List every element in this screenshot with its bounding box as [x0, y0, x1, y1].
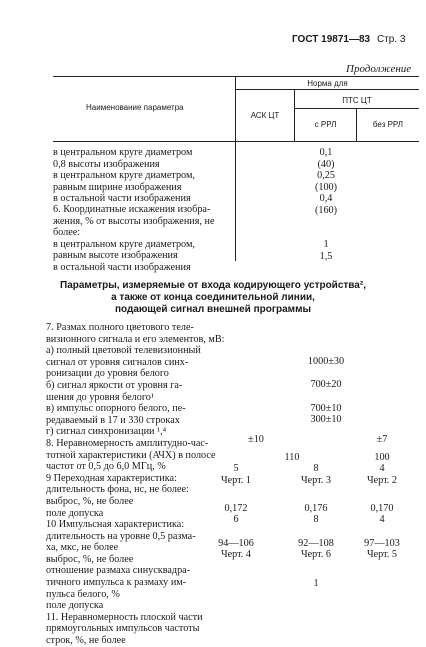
impulse-ratio-with-rrl: 92—108 [298, 538, 334, 549]
header-norm-for: Норма для [307, 79, 348, 88]
text-line: поле допуска [46, 507, 104, 519]
text-line: а) полный цветовой телевизионный [46, 345, 201, 357]
transient-tolerance-without-rrl: Черт. 2 [367, 475, 397, 486]
block2-value-center: 1 [323, 239, 329, 250]
text-line: б) сигнал яркости от уровня га- [46, 379, 183, 391]
impulse-overshoot-without-rrl: 4 [379, 514, 385, 525]
impulse-tolerance-ask: Черт. 4 [221, 549, 251, 560]
block2-value-rest: 1,5 [319, 251, 333, 262]
impulse-overshoot-ask: 6 [233, 514, 239, 525]
text-line: 0,8 высоты изображения [53, 158, 160, 170]
impulse-tolerance-with-rrl: Черт. 6 [301, 549, 331, 560]
flatness-value: 1 [313, 578, 319, 589]
header-without-rrl: без РРЛ [372, 120, 404, 129]
amp-luma: 700±20 [310, 379, 342, 390]
transient-overshoot-with-rrl: 8 [313, 463, 319, 474]
text-line: равным ширине изображения [53, 181, 182, 193]
value: (100) [314, 181, 338, 193]
value: 0,25 [317, 170, 335, 182]
text-line: равным высоте изображения [53, 250, 178, 262]
section-title-2: а также от конца соединительной линии, [111, 292, 315, 303]
text-line: жения, % от высоты изображения, не [53, 215, 215, 227]
impulse-ratio-ask: 94—106 [218, 538, 254, 549]
impulse-duration-without-rrl: 0,170 [370, 503, 394, 514]
text-line: 8. Неравномерность амплитудно-час- [46, 437, 209, 449]
transient-tolerance-with-rrl: Черт. 3 [301, 475, 331, 486]
text-line: отношение размаха синусквадра- [46, 565, 191, 577]
block2-text [53, 204, 214, 274]
text-line: 11. Неравномерность плоской части [46, 611, 203, 623]
header-param-name: Наименование параметра [86, 103, 184, 112]
text-line: шения до уровня белого¹ [46, 391, 154, 403]
text-line: ха, мкс, не более [46, 542, 119, 554]
text-line: г) сигнал синхронизации ¹,⁴ [46, 426, 167, 438]
freq-without-rrl: ±7 [376, 434, 388, 445]
transient-overshoot-ask: 5 [233, 463, 239, 474]
text-line: визионного сигнала и его элементов, мВ: [46, 333, 225, 345]
transient-overshoot-without-rrl: 4 [379, 463, 385, 474]
page-number: Стр. 3 [377, 34, 406, 45]
text-line: сигнал от уровня сигналов синх- [46, 356, 189, 368]
text-line: в) импульс опорного белого, пе- [46, 403, 186, 415]
impulse-duration-ask: 0,172 [224, 503, 248, 514]
text-line: 10 Импульсная характеристика: [46, 519, 185, 531]
header-with-rrl: с РРЛ [314, 120, 337, 129]
transient-duration-without-rrl: 100 [374, 452, 390, 463]
table-header-bottom-rule [53, 141, 419, 142]
text-line: поле допуска [46, 600, 104, 612]
block1-text [53, 147, 195, 205]
pts-rule [295, 108, 419, 109]
value: (40) [317, 158, 335, 170]
text-line: тотной характеристики (АЧХ) в полосе [46, 449, 216, 461]
norm-rule [236, 89, 419, 90]
amp-full-signal: 1000±30 [307, 356, 345, 367]
block3-text [46, 322, 224, 647]
impulse-duration-with-rrl: 0,176 [304, 503, 328, 514]
text-line: прямоугольных импульсов частоты [46, 623, 200, 635]
impulse-ratio-without-rrl: 97—103 [364, 538, 400, 549]
text-line: 9 Переходная характеристика: [46, 472, 177, 484]
text-line: 6. Координатные искажения изобра- [53, 204, 211, 215]
text-line: выброс, %, не более [46, 495, 134, 507]
text-line: в центральном круге диаметром [53, 147, 193, 158]
text-line: длительность фона, нс, не более: [46, 484, 189, 496]
text-line: в остальной части изображения [53, 261, 191, 273]
text-line: в остальной части изображения [53, 193, 191, 205]
text-line: тичного импульса к размаху им- [46, 577, 187, 589]
section-title-1: Параметры, измеряемые от входа кодирующего устройства², [60, 280, 366, 291]
block1-values [296, 147, 356, 217]
continuation-label: Продолжение [346, 63, 412, 75]
header-pts: ПТС ЦТ [342, 96, 372, 105]
text-line: в центральном круге диаметром, [53, 238, 195, 250]
value: 0,1 [319, 147, 333, 158]
text-line: строк, %, не более [46, 635, 126, 647]
text-line: редаваемый в 17 и 330 строках [46, 414, 180, 426]
value: (160) [314, 204, 338, 216]
text-line: длительность на уровне 0,5 разма- [46, 530, 196, 542]
text-line: пульса белого, % [46, 588, 120, 600]
text-line: в центральном круге диаметром, [53, 170, 195, 182]
col-divider-1 [235, 76, 236, 261]
transient-duration-ask-pts: 110 [284, 452, 300, 463]
freq-ask: ±10 [248, 434, 264, 445]
amp-sync: 300±10 [310, 414, 342, 425]
header-ask: АСК ЦТ [250, 111, 280, 120]
section-title-3: подающей сигнал внешней программы [114, 304, 312, 315]
text-line: 7. Размах полного цветового теле- [46, 322, 194, 333]
text-line: более: [53, 227, 81, 239]
table-top-rule [53, 76, 419, 77]
text-line: ронизации до уровня белого [46, 368, 169, 380]
text-line: выброс, %, не более [46, 553, 134, 565]
amp-ref-white: 700±10 [310, 403, 342, 414]
value: 0,4 [319, 193, 333, 205]
impulse-overshoot-with-rrl: 8 [313, 514, 319, 525]
transient-tolerance-ask: Черт. 1 [221, 475, 251, 486]
standard-number: ГОСТ 19871—83 [292, 34, 371, 45]
impulse-tolerance-without-rrl: Черт. 5 [367, 549, 397, 560]
text-line: частот от 0,5 до 6,0 МГц, % [46, 461, 166, 473]
